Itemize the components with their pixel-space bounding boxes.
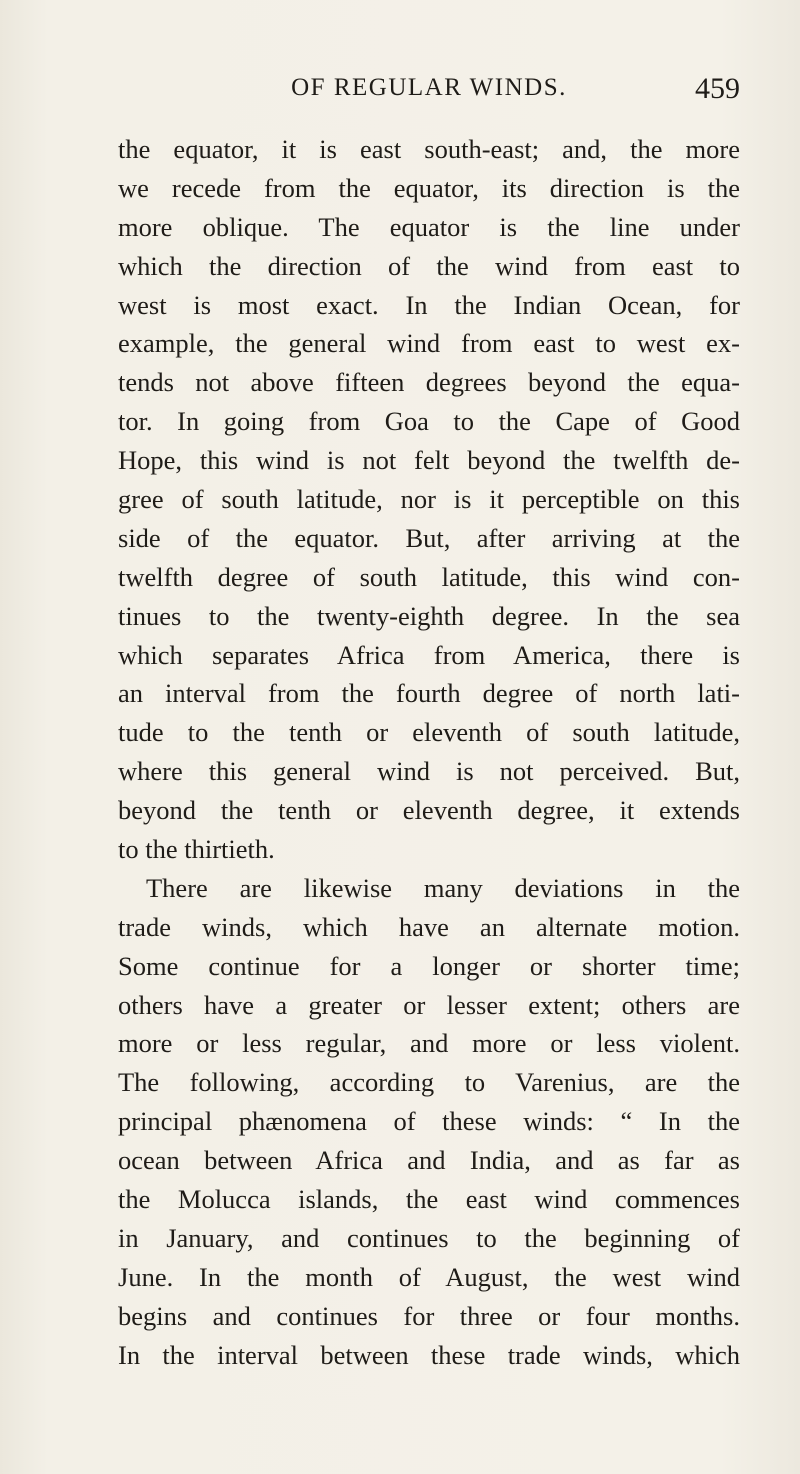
text-line: June. In the month of August, the west wind xyxy=(118,1261,740,1292)
text-line: to the thirtieth. xyxy=(118,834,275,865)
text-line: tinues to the twenty-eighth degree. In the sea xyxy=(118,600,740,631)
text-line: tor. In going from Goa to the Cape of Good xyxy=(118,406,740,437)
text-line: In the interval between these trade winds, which xyxy=(118,1339,740,1370)
text-line: gree of south latitude, nor is it perceptible on this xyxy=(118,484,740,515)
text-line: beyond the tenth or eleventh degree, it extends xyxy=(118,795,740,826)
text-line: begins and continues for three or four months. xyxy=(118,1300,740,1331)
text-line: principal phænomena of these winds: “ In the xyxy=(118,1106,740,1137)
text-line: where this general wind is not perceived. But, xyxy=(118,756,740,787)
text-line: The following, according to Varenius, are the xyxy=(118,1067,740,1098)
running-title: OF REGULAR WINDS. xyxy=(291,74,567,101)
text-line: the Molucca islands, the east wind commences xyxy=(118,1184,740,1215)
text-line: There are likewise many deviations in the xyxy=(146,872,740,903)
text-line: twelfth degree of south latitude, this wind con- xyxy=(118,561,740,592)
text-line: example, the general wind from east to west ex- xyxy=(118,328,740,359)
text-line: an interval from the fourth degree of north lati- xyxy=(118,678,740,709)
text-line: ocean between Africa and India, and as far as xyxy=(118,1145,740,1176)
text-line: others have a greater or lesser extent; others are xyxy=(118,989,740,1020)
text-line: which separates Africa from America, there is xyxy=(118,639,740,670)
text-line: tude to the tenth or eleventh of south latitude, xyxy=(118,717,740,748)
text-line: we recede from the equator, its direction is the xyxy=(118,172,740,203)
text-line: in January, and continues to the beginning of xyxy=(118,1222,740,1253)
page-number: 459 xyxy=(695,72,740,105)
running-head xyxy=(118,72,740,112)
text-line: Some continue for a longer or shorter time; xyxy=(118,950,740,981)
text-line: west is most exact. In the Indian Ocean, for xyxy=(118,289,740,320)
text-line: the equator, it is east south-east; and, the more xyxy=(118,134,740,164)
text-line: tends not above fifteen degrees beyond the equa- xyxy=(118,367,740,398)
text-line: Hope, this wind is not felt beyond the twelfth de- xyxy=(118,445,740,476)
text-line: more oblique. The equator is the line under xyxy=(118,211,740,242)
text-line: trade winds, which have an alternate motion. xyxy=(118,911,740,942)
text-line: which the direction of the wind from east to xyxy=(118,250,740,281)
body-text xyxy=(118,130,740,1375)
text-line: more or less regular, and more or less violent. xyxy=(118,1028,740,1059)
text-line: side of the equator. But, after arriving at the xyxy=(118,522,740,553)
